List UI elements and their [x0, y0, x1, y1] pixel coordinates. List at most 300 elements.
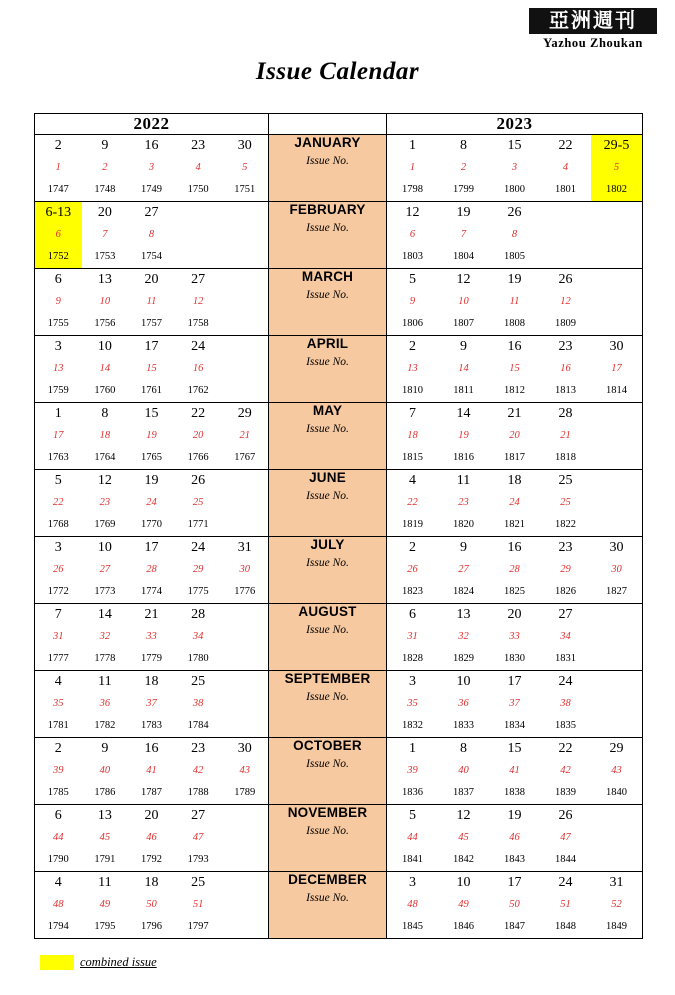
month-name: AUGUST	[298, 604, 357, 619]
right-year-cell	[387, 336, 643, 403]
dates-row	[35, 202, 268, 224]
date-cell: 30	[237, 741, 252, 756]
date-cell: 25	[191, 674, 206, 689]
issue-number-cell: 2	[460, 162, 467, 173]
serial-number-cell: 1800	[504, 184, 525, 195]
issue-number-cell: 40	[458, 765, 469, 776]
date-cell: 11	[456, 473, 471, 488]
date-cell	[221, 872, 268, 894]
issue-row	[387, 291, 642, 313]
date-cell: 12	[456, 272, 471, 287]
serial-row	[387, 179, 642, 201]
issue-number-cell: 24	[509, 497, 520, 508]
serial-number-cell	[221, 916, 268, 938]
serial-row	[387, 313, 642, 335]
issue-number-cell: 44	[53, 832, 64, 843]
issue-number-cell: 26	[407, 564, 418, 575]
serial-number-cell: 1765	[140, 452, 162, 463]
left-year-cell	[35, 738, 269, 805]
date-cell: 3	[54, 339, 62, 354]
issue-row	[35, 693, 268, 715]
serial-number-cell: 1747	[47, 184, 69, 195]
date-cell: 24	[191, 339, 206, 354]
serial-number-cell: 1771	[187, 519, 209, 530]
issue-number-cell: 25	[560, 497, 571, 508]
date-cell: 2	[409, 339, 416, 354]
date-cell: 10	[97, 339, 112, 354]
date-cell: 2	[54, 741, 62, 756]
serial-number-cell	[221, 715, 268, 737]
right-year-cell	[387, 269, 643, 336]
issue-number-cell: 33	[146, 631, 157, 642]
issue-number-cell: 39	[53, 765, 64, 776]
issue-number-cell: 5	[242, 162, 248, 173]
month-row	[35, 805, 643, 872]
date-cell: 23	[558, 540, 573, 555]
issue-row	[35, 425, 268, 447]
issue-number-cell: 32	[99, 631, 111, 642]
date-cell: 24	[558, 875, 573, 890]
date-cell: 16	[144, 138, 159, 153]
issue-number-cell	[221, 291, 268, 313]
date-cell: 8	[460, 741, 467, 756]
serial-number-cell: 1809	[555, 318, 576, 329]
left-schedule	[35, 805, 268, 871]
left-schedule	[35, 202, 268, 268]
month-name: SEPTEMBER	[284, 671, 371, 686]
date-cell: 29	[609, 741, 624, 756]
date-cell: 12	[97, 473, 112, 488]
serial-number-cell: 1836	[402, 787, 423, 798]
date-cell: 11	[98, 674, 112, 689]
issue-number-cell: 23	[99, 497, 111, 508]
issue-number-cell: 45	[458, 832, 469, 843]
issue-number-cell	[221, 827, 268, 849]
date-cell	[221, 671, 268, 693]
issue-number-cell: 7	[102, 229, 108, 240]
date-cell: 26	[507, 205, 522, 220]
issue-number-cell: 19	[146, 430, 157, 441]
legend	[40, 955, 157, 970]
issue-row	[387, 693, 642, 715]
dates-row	[387, 537, 642, 559]
issue-number-cell: 47	[560, 832, 571, 843]
date-cell: 9	[460, 540, 467, 555]
issue-number-cell: 39	[407, 765, 418, 776]
serial-row	[387, 246, 642, 268]
serial-number-cell: 1749	[140, 184, 162, 195]
issue-row	[35, 760, 268, 782]
serial-number-cell: 1815	[402, 452, 423, 463]
left-year-cell	[35, 269, 269, 336]
date-cell: 14	[97, 607, 112, 622]
issue-number-cell	[221, 492, 268, 514]
right-schedule	[387, 336, 642, 402]
serial-row	[387, 916, 642, 938]
issue-calendar	[34, 113, 642, 939]
issue-number-cell: 38	[560, 698, 571, 709]
issue-number-cell: 50	[146, 899, 157, 910]
dates-row	[387, 336, 642, 358]
serial-number-cell: 1825	[504, 586, 525, 597]
issue-number-cell: 47	[192, 832, 204, 843]
serial-number-cell: 1802	[591, 179, 642, 201]
serial-number-cell: 1756	[94, 318, 116, 329]
left-year-cell	[35, 470, 269, 537]
serial-number-cell: 1780	[187, 653, 209, 664]
date-cell	[591, 269, 642, 291]
serial-row	[35, 246, 268, 268]
issue-number-cell: 43	[611, 765, 622, 776]
date-cell	[591, 202, 642, 224]
date-cell	[221, 470, 268, 492]
issue-number-cell: 29	[192, 564, 204, 575]
serial-number-cell: 1805	[504, 251, 525, 262]
issue-number-cell: 27	[99, 564, 111, 575]
issue-number-cell: 15	[509, 363, 520, 374]
serial-row	[35, 648, 268, 670]
dates-row	[35, 336, 268, 358]
date-cell: 6-13	[35, 202, 82, 224]
issue-row	[35, 626, 268, 648]
issue-number-cell: 37	[146, 698, 157, 709]
issue-number-cell: 9	[409, 296, 416, 307]
issue-row	[35, 358, 268, 380]
date-cell: 10	[97, 540, 112, 555]
date-cell: 13	[456, 607, 471, 622]
right-schedule	[387, 269, 642, 335]
date-cell: 19	[507, 272, 522, 287]
serial-number-cell: 1822	[555, 519, 576, 530]
serial-number-cell: 1803	[402, 251, 423, 262]
month-label-cell	[269, 470, 387, 537]
month-name: MAY	[312, 403, 343, 418]
date-cell: 19	[144, 473, 159, 488]
month-row	[35, 872, 643, 939]
issue-number-cell: 21	[560, 430, 571, 441]
serial-row	[387, 849, 642, 871]
date-cell: 9	[460, 339, 467, 354]
date-cell: 22	[558, 741, 573, 756]
serial-row	[35, 581, 268, 603]
issue-number-cell: 14	[99, 363, 111, 374]
date-cell: 19	[507, 808, 522, 823]
serial-row	[387, 514, 642, 536]
left-schedule	[35, 403, 268, 469]
issue-number-cell: 49	[458, 899, 469, 910]
date-cell: 13	[97, 808, 112, 823]
issue-no-label: Issue No.	[306, 825, 349, 837]
issue-number-cell: 3	[511, 162, 518, 173]
serial-number-cell: 1811	[453, 385, 474, 396]
publication-logo	[529, 8, 657, 51]
serial-number-cell	[175, 246, 222, 268]
left-year-cell	[35, 135, 269, 202]
serial-number-cell	[591, 648, 642, 670]
issue-number-cell: 6	[409, 229, 416, 240]
date-cell: 1	[409, 741, 416, 756]
date-cell: 10	[456, 674, 471, 689]
issue-number-cell	[591, 224, 642, 246]
serial-number-cell	[591, 447, 642, 469]
right-schedule	[387, 470, 642, 536]
date-cell: 15	[144, 406, 159, 421]
serial-row	[387, 581, 642, 603]
serial-number-cell: 1779	[140, 653, 162, 664]
issue-number-cell: 22	[53, 497, 64, 508]
date-cell: 19	[456, 205, 471, 220]
date-cell: 6	[409, 607, 416, 622]
issue-number-cell: 48	[407, 899, 418, 910]
issue-number-cell: 46	[146, 832, 157, 843]
logo-chinese-name: 亞洲週刊	[529, 8, 657, 34]
date-cell: 27	[191, 272, 206, 287]
date-cell: 4	[409, 473, 416, 488]
serial-number-cell: 1847	[504, 921, 525, 932]
date-cell: 5	[54, 473, 62, 488]
issue-number-cell: 31	[407, 631, 418, 642]
date-cell: 3	[409, 875, 416, 890]
serial-number-cell: 1818	[555, 452, 576, 463]
left-year-cell	[35, 403, 269, 470]
serial-number-cell: 1768	[47, 519, 69, 530]
left-schedule	[35, 470, 268, 536]
issue-number-cell: 37	[509, 698, 520, 709]
date-cell: 2	[409, 540, 416, 555]
dates-row	[35, 403, 268, 425]
serial-number-cell: 1777	[47, 653, 69, 664]
left-year-cell	[35, 604, 269, 671]
date-cell	[591, 403, 642, 425]
date-cell: 16	[507, 339, 522, 354]
serial-number-cell: 1764	[94, 452, 116, 463]
month-row	[35, 403, 643, 470]
issue-number-cell: 51	[192, 899, 204, 910]
month-name: DECEMBER	[288, 872, 367, 887]
issue-no-label: Issue No.	[306, 490, 349, 502]
page-title: Issue Calendar	[255, 58, 420, 85]
serial-number-cell: 1748	[94, 184, 116, 195]
calendar-table	[34, 113, 643, 939]
date-cell: 16	[507, 540, 522, 555]
month-label-cell	[269, 135, 387, 202]
dates-row	[387, 604, 642, 626]
issue-row	[35, 894, 268, 916]
month-row	[35, 135, 643, 202]
issue-number-cell	[591, 626, 642, 648]
date-cell: 21	[507, 406, 522, 421]
date-cell: 5	[409, 808, 416, 823]
dates-row	[387, 671, 642, 693]
date-cell: 5	[409, 272, 416, 287]
date-cell: 16	[144, 741, 159, 756]
issue-row	[387, 224, 642, 246]
issue-number-cell: 12	[192, 296, 204, 307]
left-schedule	[35, 537, 268, 603]
serial-number-cell: 1792	[140, 854, 162, 865]
date-cell: 3	[409, 674, 416, 689]
right-schedule	[387, 872, 642, 938]
issue-number-cell: 17	[611, 363, 622, 374]
right-year-cell	[387, 537, 643, 604]
issue-number-cell: 36	[458, 698, 469, 709]
dates-row	[387, 805, 642, 827]
month-name: APRIL	[306, 336, 349, 351]
date-cell: 17	[144, 540, 159, 555]
issue-number-cell: 33	[509, 631, 520, 642]
month-row	[35, 269, 643, 336]
issue-row	[387, 492, 642, 514]
month-label-cell	[269, 537, 387, 604]
serial-number-cell: 1834	[504, 720, 525, 731]
date-cell: 18	[144, 875, 159, 890]
issue-number-cell	[591, 827, 642, 849]
issue-number-cell: 1	[55, 162, 61, 173]
date-cell: 4	[54, 875, 62, 890]
issue-number-cell: 22	[407, 497, 418, 508]
serial-number-cell: 1835	[555, 720, 576, 731]
serial-number-cell	[591, 313, 642, 335]
dates-row	[35, 135, 268, 157]
month-label-cell	[269, 604, 387, 671]
date-cell: 8	[101, 406, 109, 421]
issue-row	[387, 626, 642, 648]
serial-number-cell: 1773	[94, 586, 116, 597]
serial-number-cell: 1813	[555, 385, 576, 396]
date-cell: 6	[54, 808, 62, 823]
date-cell: 18	[144, 674, 159, 689]
date-cell: 7	[409, 406, 416, 421]
serial-number-cell: 1772	[47, 586, 69, 597]
left-year-cell	[35, 336, 269, 403]
month-name: MARCH	[301, 269, 354, 284]
serial-number-cell: 1841	[402, 854, 423, 865]
date-cell: 20	[97, 205, 112, 220]
issue-number-cell: 18	[99, 430, 111, 441]
dates-row	[35, 872, 268, 894]
serial-number-cell: 1824	[453, 586, 474, 597]
date-cell: 20	[144, 808, 159, 823]
issue-row	[35, 559, 268, 581]
date-cell	[591, 604, 642, 626]
legend-label: combined issue	[80, 955, 157, 969]
date-cell: 25	[558, 473, 573, 488]
serial-number-cell: 1827	[606, 586, 627, 597]
issue-number-cell: 46	[509, 832, 520, 843]
serial-number-cell: 1810	[402, 385, 423, 396]
serial-number-cell: 1831	[555, 653, 576, 664]
right-year-cell	[387, 738, 643, 805]
date-cell: 7	[54, 607, 62, 622]
serial-number-cell: 1758	[187, 318, 209, 329]
issue-number-cell	[175, 224, 222, 246]
issue-number-cell: 13	[407, 363, 418, 374]
serial-row	[35, 916, 268, 938]
issue-number-cell: 6	[35, 224, 82, 246]
date-cell: 1	[409, 138, 416, 153]
issue-number-cell: 32	[458, 631, 469, 642]
serial-number-cell: 1849	[606, 921, 627, 932]
serial-number-cell: 1774	[140, 586, 162, 597]
issue-number-cell: 8	[511, 229, 518, 240]
serial-number-cell: 1783	[140, 720, 162, 731]
issue-number-cell: 36	[99, 698, 111, 709]
left-schedule	[35, 336, 268, 402]
serial-number-cell: 1821	[504, 519, 525, 530]
issue-number-cell: 38	[192, 698, 204, 709]
date-cell: 17	[144, 339, 159, 354]
date-cell: 12	[456, 808, 471, 823]
serial-number-cell: 1848	[555, 921, 576, 932]
issue-number-cell: 5	[591, 157, 642, 179]
date-cell: 28	[191, 607, 206, 622]
dates-row	[35, 671, 268, 693]
date-cell	[540, 202, 591, 224]
issue-number-cell: 7	[460, 229, 467, 240]
date-cell: 27	[144, 205, 159, 220]
issue-number-cell: 14	[458, 363, 469, 374]
issue-number-cell: 28	[509, 564, 520, 575]
issue-row	[387, 760, 642, 782]
dates-row	[387, 403, 642, 425]
issue-number-cell: 15	[146, 363, 157, 374]
month-row	[35, 336, 643, 403]
right-schedule	[387, 604, 642, 670]
serial-number-cell: 1754	[140, 251, 162, 262]
serial-number-cell: 1798	[402, 184, 423, 195]
right-schedule	[387, 135, 642, 201]
month-name: JUNE	[309, 470, 346, 485]
serial-number-cell: 1816	[453, 452, 474, 463]
issue-number-cell: 16	[560, 363, 571, 374]
right-year-cell	[387, 872, 643, 939]
issue-number-cell: 10	[99, 296, 111, 307]
serial-number-cell: 1840	[606, 787, 627, 798]
right-year-cell	[387, 805, 643, 872]
date-cell	[591, 671, 642, 693]
date-cell	[175, 202, 222, 224]
dates-row	[35, 738, 268, 760]
issue-number-cell: 3	[148, 162, 155, 173]
serial-number-cell: 1751	[234, 184, 256, 195]
dates-row	[35, 604, 268, 626]
date-cell: 26	[558, 272, 573, 287]
date-cell: 1	[54, 406, 62, 421]
month-label-cell	[269, 336, 387, 403]
date-cell: 29-5	[591, 135, 642, 157]
issue-number-cell: 35	[53, 698, 64, 709]
issue-number-cell: 30	[611, 564, 622, 575]
serial-row	[387, 782, 642, 804]
issue-number-cell: 16	[192, 363, 204, 374]
month-name: NOVEMBER	[287, 805, 368, 820]
date-cell	[591, 470, 642, 492]
issue-no-label: Issue No.	[306, 356, 349, 368]
serial-number-cell: 1782	[94, 720, 116, 731]
date-cell: 25	[191, 875, 206, 890]
date-cell: 8	[460, 138, 467, 153]
serial-number-cell: 1807	[453, 318, 474, 329]
serial-number-cell	[591, 715, 642, 737]
serial-number-cell: 1794	[47, 921, 69, 932]
issue-number-cell: 34	[192, 631, 204, 642]
date-cell: 31	[609, 875, 624, 890]
issue-row	[35, 224, 268, 246]
serial-number-cell: 1785	[47, 787, 69, 798]
issue-number-cell: 4	[562, 162, 569, 173]
serial-number-cell	[221, 849, 268, 871]
serial-number-cell: 1767	[234, 452, 256, 463]
